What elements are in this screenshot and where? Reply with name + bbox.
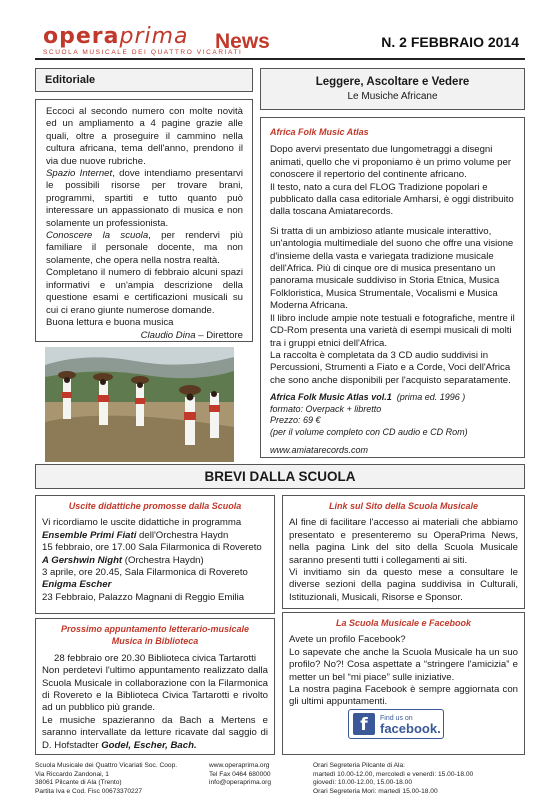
leggere-box xyxy=(260,117,525,458)
leggere-title: Leggere, Ascoltare e Vedere xyxy=(315,76,470,88)
event-2-name: A Gershwin Night xyxy=(42,554,123,566)
event-1-rest: dell'Orchestra Haydn xyxy=(136,529,229,541)
editoriale-p4: Completano il numero di febbraio alcuni spazi informativi e un'ampia descrizione della questione esami e certificazioni musicali su cui ci erano giunte numerose domande. xyxy=(46,267,243,316)
editoriale-p3-text: , per rendervi più familiare il personale docente, ma non solamente, che opera nella nostra realtà. xyxy=(46,230,243,266)
facebook-p3: La nostra pagina Facebook è sempre aggiornata con gli ultimi appuntamenti. xyxy=(289,684,518,708)
link-box xyxy=(282,495,525,609)
footer-hours xyxy=(313,762,473,796)
news-title: News xyxy=(215,30,270,53)
footer-hours-line: martedì 10.00-12.00, mercoledì e venerdì: 15.00-18.00 xyxy=(313,770,474,778)
facebook-f-icon: f xyxy=(353,713,375,735)
atlas-info-note: (per il volume completo con CD audio e CD Rom) xyxy=(270,426,468,437)
editoriale-p3-em: Conoscere la scuola xyxy=(46,230,149,242)
editoriale-p2 xyxy=(46,168,243,230)
editoriale-p5: Buona lettura e buona musica xyxy=(46,316,174,328)
editoriale-p2-em: Spazio Internet xyxy=(46,168,113,180)
footer-phone: Tel Fax 0464 680000 xyxy=(209,770,271,778)
prossimo-p3 xyxy=(42,715,268,752)
leggere-p1: Dopo avervi presentato due lungometraggi a disegni animati, quello che vi proponiamo è un primo volume per conoscere il repertorio del continente africano. xyxy=(270,144,512,181)
event-3-when: 23 Febbraio, Palazzo Magnani di Reggio Emilia xyxy=(42,591,245,603)
leggere-p5: La raccolta è completata da 3 CD audio suddivisi in Percussioni, Strumenti a Fiato e a Corde, Voci dell'Africa che sono anche disponibili per l'acquisto separatamente. xyxy=(270,349,511,386)
atlas-info-title: Africa Folk Music Atlas vol.1 xyxy=(270,392,392,403)
event-2 xyxy=(42,555,268,567)
prossimo-p1: 28 febbraio ore 20.30 Biblioteca civica Tartarotti xyxy=(54,652,256,664)
footer-email[interactable]: info@operaprima.org xyxy=(209,779,272,787)
prossimo-book-title: Godel, Escher, Bach. xyxy=(101,739,197,751)
leggere-subtitle: Le Musiche Africane xyxy=(347,91,438,102)
prossimo-title-1: Prossimo appuntamento letterario-musicale xyxy=(60,624,250,634)
facebook-box xyxy=(282,612,525,755)
editoriale-p1: Eccoci al secondo numero con molte novità ed un ampliamento a 4 pagine grazie alle quali, oltre a proseguire il cammino nella cultura africana, tema dell'anno, prendono il via due nuove rubriche. xyxy=(46,106,243,167)
atlas-info-price: Prezzo: 69 € xyxy=(270,415,321,426)
footer-company-line: 38061 Pilcante di Ala (Trento) xyxy=(35,779,122,787)
logo-subtitle: SCUOLA MUSICALE DEI QUATTRO VICARIATI xyxy=(43,49,243,56)
editoriale-p3 xyxy=(46,230,243,267)
uscite-box xyxy=(35,495,275,614)
prossimo-title-2: Musica in Biblioteca xyxy=(111,636,199,647)
footer-company-line: Scuola Musicale dei Quattro Vicariati Soc. Coop. xyxy=(35,762,178,769)
issue-date: N. 2 FEBBRAIO 2014 xyxy=(381,34,519,50)
brevi-title: BREVI DALLA SCUOLA xyxy=(204,469,356,484)
facebook-p2: Lo sapevate che anche la Scuola Musicale ha un suo profilo? No?! Cosa aspettate a “stringere l'amicizia” e metter un bel “mi piace” sulle iniziative. xyxy=(289,646,518,683)
footer-company-line: Partita Iva e Cod. Fisc 00673370227 xyxy=(35,787,143,795)
editoriale-p2-text: , dove intendiamo presentarvi le possibili risorse per trovare brani, programmi, spartiti e tutto quanto può interessare un appassionato di musica e non solamente un professionista. xyxy=(46,168,243,229)
editoriale-title-bar xyxy=(35,68,253,92)
operaprima-logo xyxy=(43,26,242,56)
leggere-p2: Il testo, nato a cura del FLOG Tradizione popolari e pubblicato dalla casa editoriale Amharsi, è oggi distribuito dalla toscana Amiatarecords. xyxy=(270,181,514,218)
link-title: Link sul Sito della Scuola Musicale xyxy=(328,501,479,511)
editoriale-signature xyxy=(46,330,243,342)
atlas-info-title-line xyxy=(270,392,516,404)
facebook-badge[interactable] xyxy=(348,709,444,739)
footer-company xyxy=(35,762,177,796)
editoriale-box xyxy=(35,99,253,342)
editoriale-title: Editoriale xyxy=(45,74,96,86)
event-1 xyxy=(42,530,268,542)
brevi-title-bar xyxy=(35,464,525,489)
uscite-intro: Vi ricordiamo le uscite didattiche in programma xyxy=(42,517,242,529)
footer-hours-line: giovedì: 10.00-12.00, 15.00-18.00 xyxy=(313,779,412,787)
footer-contacts xyxy=(209,762,271,788)
signature-name: Claudio Dina xyxy=(140,330,196,342)
prossimo-box xyxy=(35,618,275,755)
logo-word-prima: prima xyxy=(119,24,189,49)
african-drummers-photo xyxy=(45,347,234,462)
uscite-title: Uscite didattiche promosse dalla Scuola xyxy=(68,501,242,511)
amiatarecords-link[interactable]: www.amiatarecords.com xyxy=(270,444,369,455)
footer-hours-line: Orari Segreteria Mori: martedì 15.00-18.00 xyxy=(313,787,438,795)
event-3 xyxy=(42,579,268,591)
prossimo-p2: Non perdetevi l'ultimo appuntamento realizzato dalla Scuola Musicale in collaborazione con la Filarmonica di Rovereto e la Biblioteca Civica Tartarotti e rivolto ad un pubblico più grande. xyxy=(42,665,268,714)
facebook-title: La Scuola Musicale e Facebook xyxy=(335,618,472,628)
atlas-info-edition: (prima ed. 1996 ) xyxy=(396,392,466,403)
link-p1: Al fine di facilitare l'accesso ai materiali che abbiamo presentato e presenteremo su OperaPrima News, nella pagina Link del sito della Scuola Musicale saranno presenti tutti i collegamenti ai siti. xyxy=(289,517,518,566)
leggere-title-bar xyxy=(260,68,525,110)
event-1-when: 15 febbraio, ore 17.00 Sala Filarmonica di Rovereto xyxy=(42,542,262,554)
facebook-p1: Avete un profilo Facebook? xyxy=(289,634,406,646)
link-p2: Vi invitiamo sin da questo mese a consultare le diverse sezioni della pagina suddivisa in Culturali, Istituzionali, Musicali, Risorse e Sponsor. xyxy=(289,567,518,603)
leggere-p3: Si tratta di un ambizioso atlante musicale interattivo, un'antologia multimediale del suono che offre una visione d'insieme della vasta e variegata tradizione musicale dell'Africa. Più di cinque ore di musica presentano un panorama musicale suddiviso in Storia Etnica, Musica Folkloristica, Musica Strumentale, Vocalismi e Musica Moderna Africana. xyxy=(270,225,514,312)
footer-company-line: Via Riccardo Zandonai, 1 xyxy=(35,770,109,778)
logo-word-opera: opera xyxy=(43,24,120,49)
event-1-name: Ensemble Primi Fiati xyxy=(42,529,137,541)
leggere-p4: Il libro include ampie note testuali e fotografiche, mentre il CD-Rom presenta una varietà di esempi musicali di molti tra i gruppi etnici dell'Africa. xyxy=(270,312,515,349)
atlas-section-title: Africa Folk Music Atlas xyxy=(270,127,369,137)
event-2-rest: (Orchestra Haydn) xyxy=(122,554,204,566)
event-3-name: Enigma Escher xyxy=(42,579,112,591)
masthead xyxy=(35,22,525,60)
footer-website[interactable]: www.operaprima.org xyxy=(209,762,270,769)
prossimo-p3-text: Le musiche spazieranno da Bach a Mertens e saranno intervallate da letture ricavate dal saggio di D. Hofstadter xyxy=(42,714,268,751)
facebook-badge-top: Find us on xyxy=(380,715,413,722)
footer-hours-line: Orari Segreteria Pilcante di Ala: xyxy=(313,762,405,769)
atlas-info-format: formato: Overpack + libretto xyxy=(270,403,382,414)
signature-role: – Direttore xyxy=(195,330,243,342)
event-2-when: 3 aprile, ore 20.45, Sala Filarmonica di Rovereto xyxy=(42,567,248,579)
facebook-badge-main: facebook. xyxy=(380,721,441,736)
